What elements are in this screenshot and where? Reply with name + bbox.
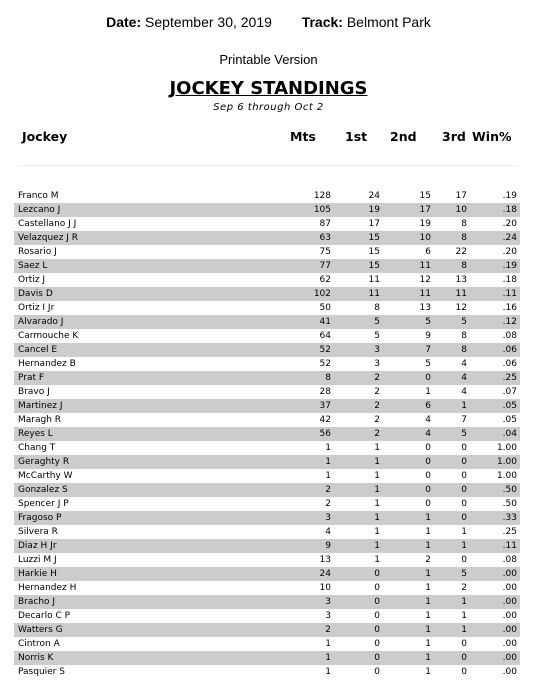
win-percentage-cell: .00	[502, 625, 517, 635]
third-place-cell: 0	[461, 513, 467, 523]
second-place-cell: 1	[425, 541, 431, 551]
third-place-cell: 0	[461, 499, 467, 509]
date-range-subtitle: Sep 6 through Oct 2	[213, 102, 324, 113]
mounts-cell: 102	[313, 289, 331, 299]
table-row	[14, 189, 520, 203]
jockey-name-cell: Saez L	[18, 261, 48, 271]
table-row	[14, 623, 520, 637]
win-percentage-cell: .20	[502, 219, 517, 229]
third-place-cell: 5	[461, 569, 467, 579]
first-place-cell: 2	[374, 387, 380, 397]
mounts-cell: 37	[319, 401, 331, 411]
mounts-cell: 2	[325, 625, 331, 635]
jockey-name-cell: Rosario J	[18, 247, 57, 257]
third-place-cell: 11	[455, 289, 467, 299]
first-place-cell: 2	[374, 429, 380, 439]
mounts-cell: 52	[319, 345, 331, 355]
win-percentage-cell: .50	[502, 485, 517, 495]
first-place-cell: 0	[374, 569, 380, 579]
date-label: Date	[106, 14, 137, 30]
table-row	[14, 231, 520, 245]
column-header-1st: 1st	[345, 129, 368, 144]
third-place-cell: 22	[455, 247, 467, 257]
jockey-name-cell: Fragoso P	[18, 513, 62, 523]
first-place-cell: 0	[374, 611, 380, 621]
first-place-cell: 2	[374, 401, 380, 411]
third-place-cell: 1	[461, 401, 467, 411]
win-percentage-cell: .20	[502, 247, 517, 257]
jockey-name-cell: Spencer J P	[18, 499, 69, 509]
mounts-cell: 3	[325, 611, 331, 621]
first-place-cell: 3	[374, 359, 380, 369]
table-row	[14, 427, 520, 441]
first-place-cell: 1	[374, 555, 380, 565]
third-place-cell: 0	[461, 639, 467, 649]
third-place-cell: 12	[455, 303, 467, 313]
third-place-cell: 1	[461, 611, 467, 621]
third-place-cell: 5	[461, 429, 467, 439]
first-place-cell: 0	[374, 653, 380, 663]
win-percentage-cell: .33	[502, 513, 517, 523]
first-place-cell: 2	[374, 415, 380, 425]
mounts-cell: 1	[325, 443, 331, 453]
date-value: September 30, 2019	[145, 14, 272, 30]
jockey-name-cell: Diaz H Jr	[18, 541, 57, 551]
mounts-cell: 63	[319, 233, 331, 243]
mounts-cell: 10	[319, 583, 331, 593]
second-place-cell: 12	[419, 275, 431, 285]
page-title	[0, 78, 537, 99]
win-percentage-cell: .00	[502, 667, 517, 677]
second-place-cell: 0	[425, 373, 431, 383]
win-percentage-cell: .00	[502, 611, 517, 621]
third-place-cell: 1	[461, 541, 467, 551]
second-place-cell: 17	[419, 205, 431, 215]
win-percentage-cell: .18	[502, 275, 517, 285]
mounts-cell: 2	[325, 499, 331, 509]
mounts-cell: 77	[319, 261, 331, 271]
table-row	[14, 287, 520, 301]
third-place-cell: 4	[461, 387, 467, 397]
mounts-cell: 64	[319, 331, 331, 341]
third-place-cell: 17	[455, 191, 467, 201]
second-place-cell: 0	[425, 457, 431, 467]
first-place-cell: 17	[368, 219, 380, 229]
second-place-cell: 6	[425, 401, 431, 411]
jockey-name-cell: Bracho J	[18, 597, 56, 607]
second-place-cell: 1	[425, 513, 431, 523]
mounts-cell: 1	[325, 667, 331, 677]
win-percentage-cell: .18	[502, 205, 517, 215]
table-row	[14, 259, 520, 273]
table-row	[14, 315, 520, 329]
mounts-cell: 13	[319, 555, 331, 565]
win-percentage-cell: .19	[502, 261, 517, 271]
first-place-cell: 24	[368, 191, 380, 201]
third-place-cell: 8	[461, 345, 467, 355]
second-place-cell: 4	[425, 415, 431, 425]
third-place-cell: 4	[461, 373, 467, 383]
third-place-cell: 4	[461, 359, 467, 369]
first-place-cell: 1	[374, 513, 380, 523]
table-row	[14, 525, 520, 539]
jockey-name-cell: Hernandez H	[18, 583, 77, 593]
win-percentage-cell: 1.00	[496, 457, 517, 467]
second-place-cell: 13	[419, 303, 431, 313]
second-place-cell: 11	[419, 289, 431, 299]
page-title-text: JOCKEY STANDINGS	[169, 78, 368, 99]
jockey-name-cell: Chang T	[18, 443, 56, 453]
table-row	[14, 343, 520, 357]
second-place-cell: 0	[425, 471, 431, 481]
column-header-win-pct: Win%	[472, 129, 512, 144]
first-place-cell: 5	[374, 331, 380, 341]
first-place-cell: 3	[374, 345, 380, 355]
win-percentage-cell: .00	[502, 639, 517, 649]
first-place-cell: 0	[374, 625, 380, 635]
first-place-cell: 15	[368, 233, 380, 243]
table-row	[14, 581, 520, 595]
win-percentage-cell: .11	[502, 289, 517, 299]
race-info-header: Date: September 30, 2019 Track: Belmont Park	[106, 14, 431, 30]
first-place-cell: 11	[368, 289, 380, 299]
table-row	[14, 511, 520, 525]
printable-version-link[interactable]: Printable Version	[219, 52, 318, 67]
mounts-cell: 3	[325, 597, 331, 607]
mounts-cell: 87	[319, 219, 331, 229]
second-place-cell: 1	[425, 639, 431, 649]
first-place-cell: 15	[368, 261, 380, 271]
jockey-name-cell: Cancel E	[18, 345, 58, 355]
win-percentage-cell: .05	[502, 401, 517, 411]
win-percentage-cell: .16	[502, 303, 517, 313]
table-row	[14, 371, 520, 385]
jockey-name-cell: Davis D	[18, 289, 53, 299]
jockey-name-cell: Decarlo C P	[18, 611, 71, 621]
mounts-cell: 2	[325, 485, 331, 495]
table-row	[14, 301, 520, 315]
third-place-cell: 0	[461, 485, 467, 495]
third-place-cell: 1	[461, 625, 467, 635]
jockey-name-cell: Carmouche K	[18, 331, 79, 341]
first-place-cell: 5	[374, 317, 380, 327]
mounts-cell: 105	[313, 205, 331, 215]
mounts-cell: 1	[325, 471, 331, 481]
jockey-name-cell: Franco M	[18, 191, 59, 201]
first-place-cell: 0	[374, 667, 380, 677]
table-row	[14, 217, 520, 231]
jockey-name-cell: Ortiz I Jr	[18, 303, 55, 313]
mounts-cell: 75	[319, 247, 331, 257]
jockey-name-cell: Lezcano J	[18, 205, 61, 215]
first-place-cell: 1	[374, 499, 380, 509]
second-place-cell: 11	[419, 261, 431, 271]
table-row	[14, 413, 520, 427]
second-place-cell: 6	[425, 247, 431, 257]
jockey-name-cell: Silvera R	[18, 527, 58, 537]
win-percentage-cell: .00	[502, 569, 517, 579]
second-place-cell: 15	[419, 191, 431, 201]
third-place-cell: 0	[461, 457, 467, 467]
jockey-name-cell: Hernandez B	[18, 359, 76, 369]
first-place-cell: 2	[374, 373, 380, 383]
mounts-cell: 62	[319, 275, 331, 285]
first-place-cell: 15	[368, 247, 380, 257]
second-place-cell: 0	[425, 443, 431, 453]
table-row	[14, 329, 520, 343]
win-percentage-cell: .25	[502, 527, 517, 537]
mounts-cell: 1	[325, 653, 331, 663]
third-place-cell: 0	[461, 471, 467, 481]
second-place-cell: 1	[425, 583, 431, 593]
column-header-jockey: Jockey	[22, 129, 68, 144]
mounts-cell: 8	[325, 373, 331, 383]
mounts-cell: 9	[325, 541, 331, 551]
win-percentage-cell: .00	[502, 583, 517, 593]
third-place-cell: 7	[461, 415, 467, 425]
mounts-cell: 24	[319, 569, 331, 579]
win-percentage-cell: .06	[502, 345, 517, 355]
table-row	[14, 399, 520, 413]
third-place-cell: 1	[461, 527, 467, 537]
win-percentage-cell: .12	[502, 317, 517, 327]
jockey-name-cell: Gonzalez S	[18, 485, 68, 495]
jockey-name-cell: Bravo J	[18, 387, 50, 397]
table-row	[14, 273, 520, 287]
first-place-cell: 1	[374, 541, 380, 551]
win-percentage-cell: .50	[502, 499, 517, 509]
third-place-cell: 2	[461, 583, 467, 593]
column-header-3rd: 3rd	[442, 129, 466, 144]
header-divider	[18, 165, 518, 166]
track-label: Track	[301, 14, 339, 30]
second-place-cell: 7	[425, 345, 431, 355]
mounts-cell: 52	[319, 359, 331, 369]
table-row	[14, 665, 520, 679]
table-row	[14, 497, 520, 511]
table-row	[14, 483, 520, 497]
jockey-name-cell: Castellano J J	[18, 219, 77, 229]
mounts-cell: 1	[325, 457, 331, 467]
second-place-cell: 1	[425, 653, 431, 663]
jockey-name-cell: Harkie H	[18, 569, 57, 579]
third-place-cell: 8	[461, 331, 467, 341]
second-place-cell: 19	[419, 219, 431, 229]
third-place-cell: 8	[461, 233, 467, 243]
table-row	[14, 441, 520, 455]
jockey-name-cell: Prat F	[18, 373, 45, 383]
table-row	[14, 455, 520, 469]
second-place-cell: 1	[425, 387, 431, 397]
second-place-cell: 1	[425, 625, 431, 635]
win-percentage-cell: .11	[502, 541, 517, 551]
second-place-cell: 1	[425, 611, 431, 621]
table-row	[14, 245, 520, 259]
win-percentage-cell: .00	[502, 597, 517, 607]
table-row	[14, 567, 520, 581]
win-percentage-cell: .25	[502, 373, 517, 383]
table-row	[14, 385, 520, 399]
second-place-cell: 0	[425, 485, 431, 495]
jockey-name-cell: Maragh R	[18, 415, 62, 425]
win-percentage-cell: .24	[502, 233, 517, 243]
win-percentage-cell: 1.00	[496, 471, 517, 481]
mounts-cell: 4	[325, 527, 331, 537]
table-row	[14, 469, 520, 483]
win-percentage-cell: .00	[502, 653, 517, 663]
jockey-name-cell: Pasquier S	[18, 667, 65, 677]
track-value: Belmont Park	[346, 14, 431, 30]
win-percentage-cell: .05	[502, 415, 517, 425]
second-place-cell: 1	[425, 597, 431, 607]
third-place-cell: 8	[461, 219, 467, 229]
table-row	[14, 609, 520, 623]
second-place-cell: 5	[425, 359, 431, 369]
second-place-cell: 1	[425, 569, 431, 579]
mounts-cell: 41	[319, 317, 331, 327]
win-percentage-cell: .08	[502, 331, 517, 341]
mounts-cell: 28	[319, 387, 331, 397]
mounts-cell: 3	[325, 513, 331, 523]
third-place-cell: 0	[461, 555, 467, 565]
second-place-cell: 9	[425, 331, 431, 341]
win-percentage-cell: .08	[502, 555, 517, 565]
win-percentage-cell: .19	[502, 191, 517, 201]
first-place-cell: 1	[374, 527, 380, 537]
third-place-cell: 8	[461, 261, 467, 271]
table-row	[14, 357, 520, 371]
jockey-name-cell: Norris K	[18, 653, 54, 663]
third-place-cell: 1	[461, 597, 467, 607]
first-place-cell: 11	[368, 275, 380, 285]
win-percentage-cell: .04	[502, 429, 517, 439]
second-place-cell: 10	[419, 233, 431, 243]
third-place-cell: 0	[461, 667, 467, 677]
first-place-cell: 1	[374, 471, 380, 481]
first-place-cell: 0	[374, 597, 380, 607]
first-place-cell: 8	[374, 303, 380, 313]
third-place-cell: 10	[455, 205, 467, 215]
first-place-cell: 19	[368, 205, 380, 215]
first-place-cell: 0	[374, 639, 380, 649]
table-row	[14, 539, 520, 553]
table-row	[14, 203, 520, 217]
table-row	[14, 595, 520, 609]
column-header-mts: Mts	[290, 129, 316, 144]
table-row	[14, 553, 520, 567]
second-place-cell: 2	[425, 555, 431, 565]
mounts-cell: 42	[319, 415, 331, 425]
third-place-cell: 5	[461, 317, 467, 327]
first-place-cell: 1	[374, 457, 380, 467]
jockey-name-cell: Alvarado J	[18, 317, 64, 327]
mounts-cell: 1	[325, 639, 331, 649]
table-row	[14, 651, 520, 665]
mounts-cell: 56	[319, 429, 331, 439]
jockey-name-cell: Velazquez J R	[18, 233, 79, 243]
first-place-cell: 1	[374, 485, 380, 495]
third-place-cell: 0	[461, 443, 467, 453]
second-place-cell: 5	[425, 317, 431, 327]
win-percentage-cell: 1.00	[496, 443, 517, 453]
jockey-name-cell: McCarthy W	[18, 471, 73, 481]
jockey-name-cell: Geraghty R	[18, 457, 70, 467]
mounts-cell: 128	[313, 191, 331, 201]
jockey-name-cell: Watters G	[18, 625, 63, 635]
jockey-name-cell: Luzzi M J	[18, 555, 57, 565]
jockey-name-cell: Cintron A	[18, 639, 60, 649]
first-place-cell: 0	[374, 583, 380, 593]
second-place-cell: 1	[425, 667, 431, 677]
jockey-name-cell: Ortiz J	[18, 275, 46, 285]
second-place-cell: 4	[425, 429, 431, 439]
win-percentage-cell: .06	[502, 359, 517, 369]
win-percentage-cell: .07	[502, 387, 517, 397]
third-place-cell: 0	[461, 653, 467, 663]
mounts-cell: 50	[319, 303, 331, 313]
third-place-cell: 13	[455, 275, 467, 285]
first-place-cell: 1	[374, 443, 380, 453]
second-place-cell: 1	[425, 527, 431, 537]
table-row	[14, 637, 520, 651]
jockey-name-cell: Reyes L	[18, 429, 53, 439]
second-place-cell: 0	[425, 499, 431, 509]
jockey-name-cell: Martinez J	[18, 401, 63, 411]
column-header-2nd: 2nd	[390, 129, 417, 144]
